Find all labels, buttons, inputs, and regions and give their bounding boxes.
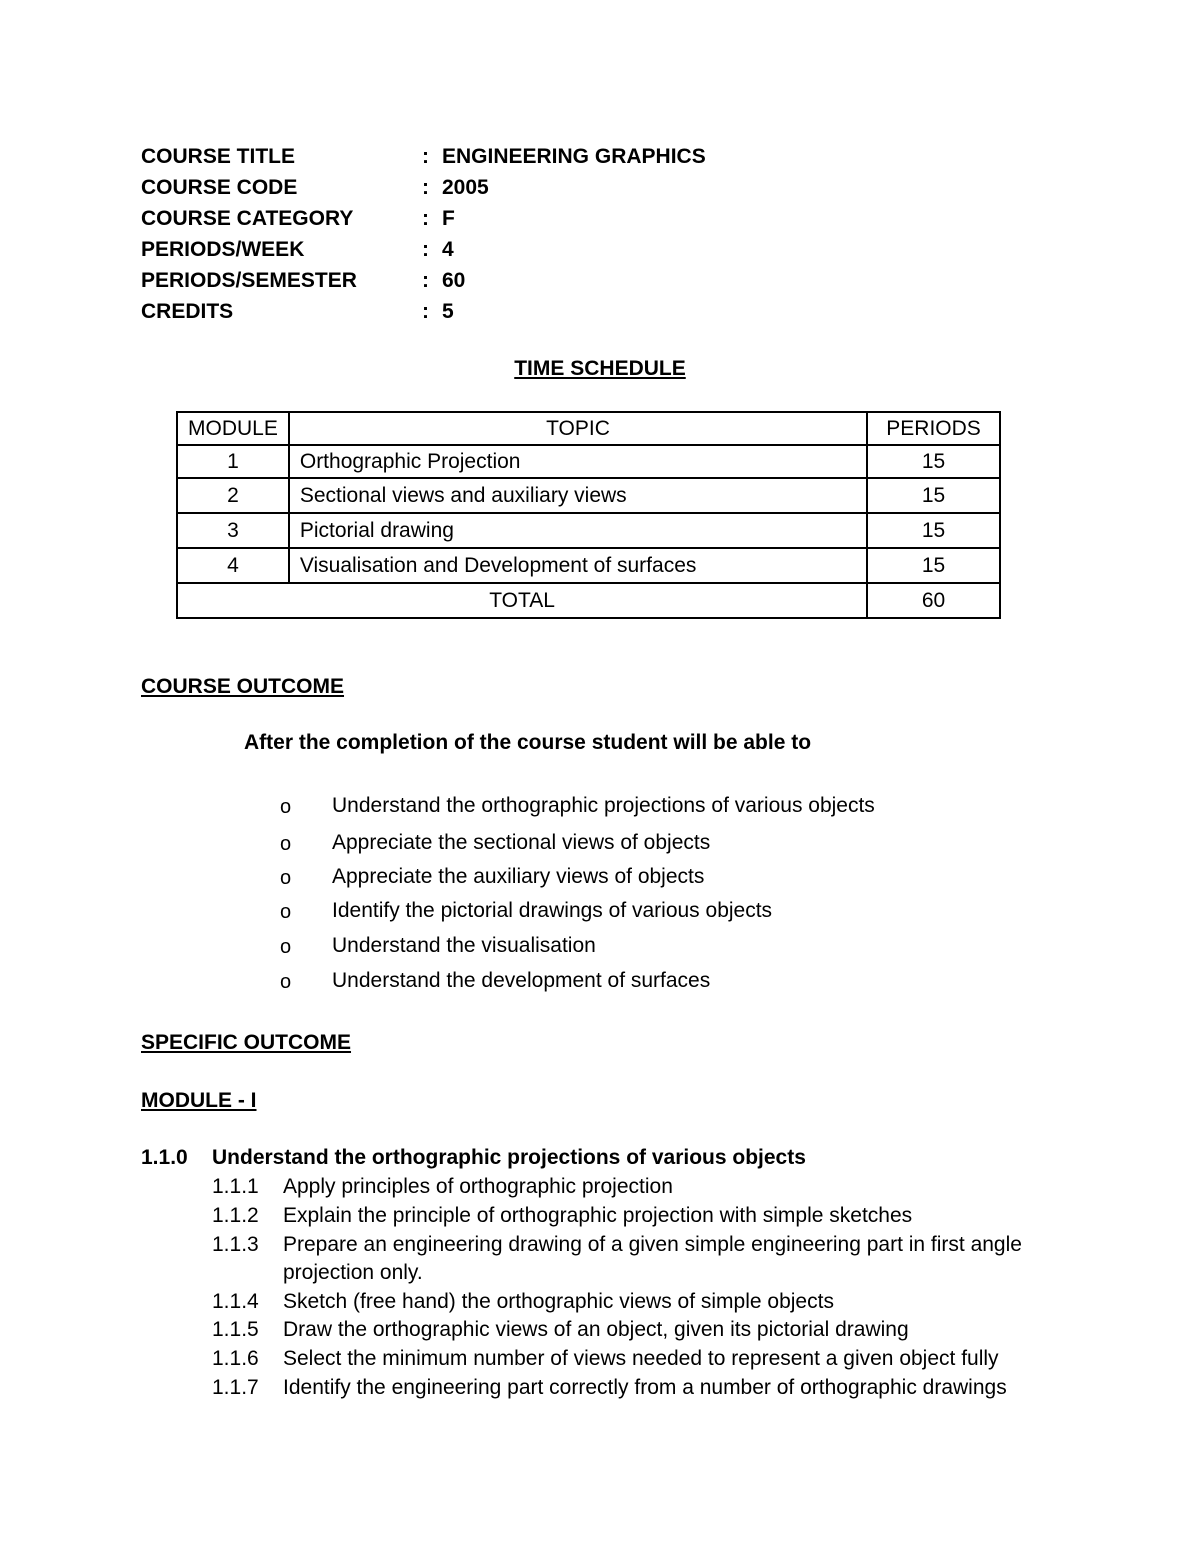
table-row xyxy=(177,478,1000,513)
outcome-number: 1.1.2 xyxy=(212,1204,259,1227)
outcome-text: Apply principles of orthographic projection xyxy=(283,1175,673,1198)
outcome-number: 1.1.5 xyxy=(212,1318,259,1341)
course-title-label: COURSE TITLE xyxy=(141,145,296,168)
cell-module: 4 xyxy=(177,548,289,583)
bullet-icon: o xyxy=(280,833,292,855)
header-periods: PERIODS xyxy=(867,412,1000,445)
cell-module: 2 xyxy=(177,478,289,513)
cell-topic: Orthographic Projection xyxy=(289,445,867,478)
total-value: 60 xyxy=(867,583,1000,618)
cell-topic: Pictorial drawing xyxy=(289,513,867,548)
outcome-number: 1.1.6 xyxy=(212,1347,259,1370)
main-outcome-text: Understand the orthographic projections of various objects xyxy=(212,1146,806,1169)
time-schedule-table xyxy=(176,411,1001,619)
cell-periods: 15 xyxy=(867,445,1000,478)
periods-week-sep: : xyxy=(422,238,429,261)
total-label: TOTAL xyxy=(177,583,867,618)
cell-periods: 15 xyxy=(867,478,1000,513)
bullet-icon: o xyxy=(280,867,292,889)
bullet-icon: o xyxy=(280,971,292,993)
course-code-value: 2005 xyxy=(442,176,489,199)
cell-module: 3 xyxy=(177,513,289,548)
outcome-text: Select the minimum number of views needed to represent a given object fully xyxy=(283,1347,999,1370)
list-item: Understand the development of surfaces xyxy=(332,969,711,992)
outcome-number: 1.1.3 xyxy=(212,1233,259,1256)
course-category-sep: : xyxy=(422,207,429,230)
outcome-number: 1.1.7 xyxy=(212,1376,259,1399)
course-category-label: COURSE CATEGORY xyxy=(141,207,354,230)
list-item: Identify the pictorial drawings of various objects xyxy=(332,899,773,922)
time-schedule-heading: TIME SCHEDULE xyxy=(514,357,686,380)
cell-module: 1 xyxy=(177,445,289,478)
cell-periods: 15 xyxy=(867,548,1000,583)
outcome-text: Draw the orthographic views of an object, given its pictorial drawing xyxy=(283,1318,909,1341)
bullet-icon: o xyxy=(280,796,292,818)
main-outcome-number: 1.1.0 xyxy=(141,1146,188,1169)
periods-semester-label: PERIODS/SEMESTER xyxy=(141,269,357,292)
list-item: Appreciate the auxiliary views of objects xyxy=(332,865,705,888)
table-total-row xyxy=(177,583,1000,618)
specific-outcome-heading: SPECIFIC OUTCOME xyxy=(141,1031,352,1054)
outcome-text-continuation: projection only. xyxy=(283,1261,423,1284)
outcome-text: Prepare an engineering drawing of a given simple engineering part in first angle xyxy=(283,1233,1022,1256)
outcome-number: 1.1.4 xyxy=(212,1290,259,1313)
table-header-row xyxy=(177,412,1000,445)
periods-semester-sep: : xyxy=(422,269,429,292)
cell-topic: Visualisation and Development of surfaces xyxy=(289,548,867,583)
table-row xyxy=(177,548,1000,583)
course-title-value: ENGINEERING GRAPHICS xyxy=(442,145,706,168)
table-row xyxy=(177,445,1000,478)
cell-topic: Sectional views and auxiliary views xyxy=(289,478,867,513)
outcome-text: Identify the engineering part correctly from a number of orthographic drawings xyxy=(283,1376,1007,1399)
list-item: Appreciate the sectional views of objects xyxy=(332,831,711,854)
credits-sep: : xyxy=(422,300,429,323)
periods-semester-value: 60 xyxy=(442,269,466,292)
course-outcome-intro: After the completion of the course student will be able to xyxy=(244,731,812,754)
list-item: Understand the orthographic projections of various objects xyxy=(332,794,875,817)
course-code-sep: : xyxy=(422,176,429,199)
cell-periods: 15 xyxy=(867,513,1000,548)
periods-week-value: 4 xyxy=(442,238,454,261)
header-module: MODULE xyxy=(177,412,289,445)
table-row xyxy=(177,513,1000,548)
outcome-text: Explain the principle of orthographic projection with simple sketches xyxy=(283,1204,913,1227)
course-code-label: COURSE CODE xyxy=(141,176,298,199)
outcome-text: Sketch (free hand) the orthographic views of simple objects xyxy=(283,1290,834,1313)
outcome-number: 1.1.1 xyxy=(212,1175,259,1198)
course-category-value: F xyxy=(442,207,455,230)
course-title-sep: : xyxy=(422,145,429,168)
periods-week-label: PERIODS/WEEK xyxy=(141,238,305,261)
module-heading: MODULE - I xyxy=(141,1089,257,1112)
bullet-icon: o xyxy=(280,901,292,923)
credits-value: 5 xyxy=(442,300,454,323)
bullet-icon: o xyxy=(280,936,292,958)
header-topic: TOPIC xyxy=(289,412,867,445)
course-outcome-heading: COURSE OUTCOME xyxy=(141,675,345,698)
credits-label: CREDITS xyxy=(141,300,234,323)
list-item: Understand the visualisation xyxy=(332,934,596,957)
